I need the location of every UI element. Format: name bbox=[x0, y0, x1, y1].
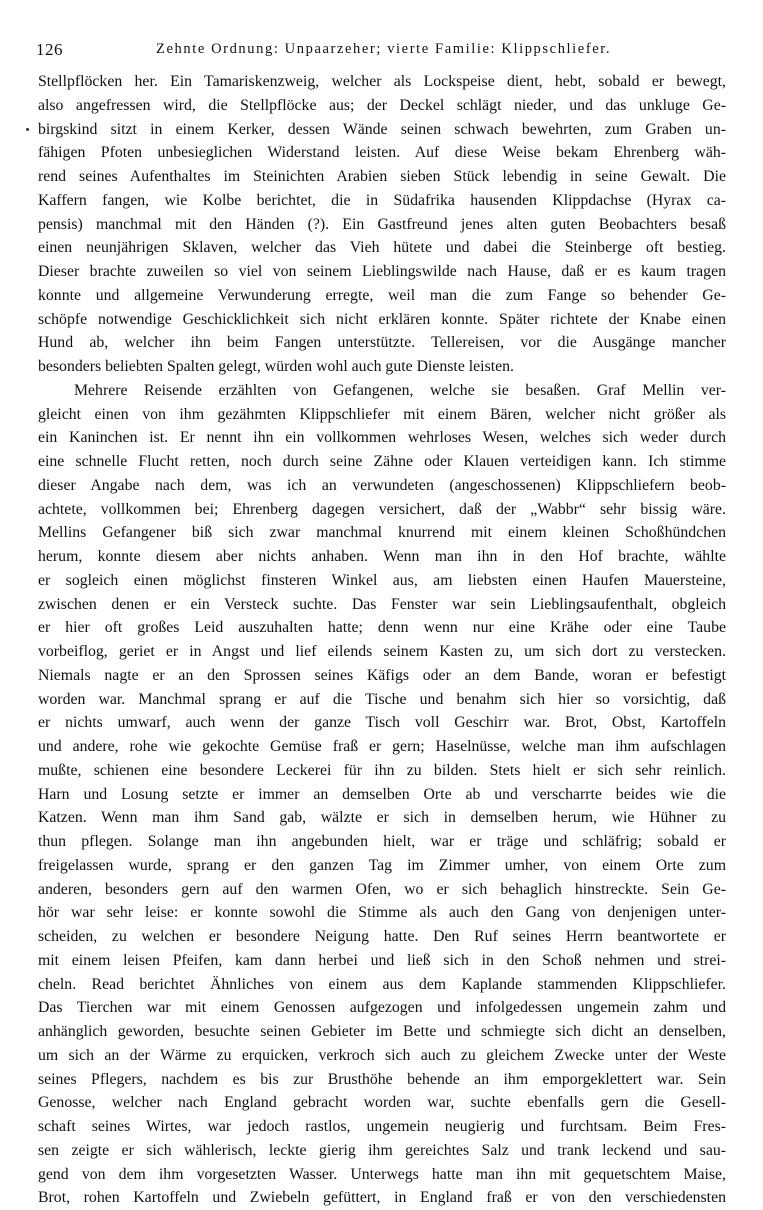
text-line: und andere, rohe wie gekochte Gemüse fraß er gern; Haselnüsse, welche man ihm aufschlagen bbox=[38, 738, 726, 755]
text-line: konnte und allgemeine Verwunderung erregte, weil man die zum Fange so behender Ge- bbox=[38, 286, 726, 304]
text-line: Hund ab, welcher ihn beim Fangen unterstützte. Tellereisen, vor die Ausgänge mancher bbox=[38, 334, 726, 352]
text-line: gleicht einen von ihm gezähmten Klippschliefer mit einem Bären, welcher nicht größer als bbox=[38, 405, 726, 423]
text-line: Harn und Losung setzte er immer an demselben Orte ab und verscharrte beides wie die bbox=[38, 785, 726, 803]
text-line: birgskind sitzt in einem Kerker, dessen Wände seinen schwach bewehrten, zum Graben un- bbox=[38, 120, 726, 138]
text-line: Dieser brachte zuweilen so viel von seinem Lieblingswilde nach Hause, daß er es kaum tragen bbox=[38, 263, 726, 280]
text-line: schöpfe notwendige Geschicklichkeit sich nicht erklären konnte. Später richtete der Knabe einen bbox=[38, 310, 726, 328]
running-head bbox=[36, 36, 736, 62]
text-line: er nichts umwarf, auch wenn der ganze Tisch voll Geschirr war. Brot, Obst, Kartoffeln bbox=[38, 714, 726, 732]
text-line: Kaffern fangen, wie Kolbe berichtet, die in Südafrika hausenden Klippdachse (Hyrax ca- bbox=[38, 191, 726, 209]
text-line: Brot, rohen Kartoffeln und Zwiebeln gefüttert, in England fraß er von den verschiedensten bbox=[38, 1189, 726, 1207]
text-line: sen zeigte er sich wählerisch, leckte gierig ihm gereichtes Salz und trank leckend und sau- bbox=[38, 1141, 726, 1159]
text-line: scheiden, zu welchen er besondere Neigung hatte. Den Ruf seines Herrn beantwortete er bbox=[38, 928, 726, 945]
text-line: hör war sehr leise: er konnte sowohl die Stimme als auch den Gang von denjenigen unter- bbox=[38, 904, 726, 922]
text-line: ein Kaninchen ist. Er nennt ihn ein vollkommen wehrloses Wesen, welches sich weder durch bbox=[38, 429, 726, 447]
text-line: rend seines Aufenthaltes im Steinichten Arabien sieben Stück lebendig in seine Gewalt. Die bbox=[38, 168, 726, 185]
text-line: freigelassen wurde, sprang er den ganzen Tag im Zimmer umher, von einem Orte zum bbox=[38, 856, 726, 874]
page-number: 126 bbox=[36, 40, 63, 59]
running-title: Zehnte Ordnung: Unpaarzeher; vierte Familie: Klippschliefer. bbox=[156, 41, 612, 57]
text-line: fähigen Pfoten unbesieglichen Widerstand leisten. Auf diese Weise bekam Ehrenberg wäh- bbox=[38, 144, 726, 162]
text-line: er hier oft großes Leid auszuhalten hatte; denn wenn nur eine Krähe oder eine Taube bbox=[38, 619, 726, 637]
text-line: um sich an der Wärme zu erquicken, verkroch sich auch zu gleichem Zwecke unter der Weste bbox=[38, 1046, 726, 1064]
text-line: Mellins Gefangener biß sich zwar manchmal knurrend mit einem kleinen Schoßhündchen bbox=[38, 524, 726, 542]
text-line: worden war. Manchmal sprang er auf die Tische und benahm sich hier so vorsichtig, daß bbox=[38, 690, 726, 708]
text-line: Katzen. Wenn man ihm Sand gab, wälzte er sich in demselben herum, wie Hühner zu bbox=[38, 809, 726, 827]
text-line: achtete, vollkommen bei; Ehrenberg dagegen versichert, daß der „Wabbr“ sehr bissig wäre. bbox=[38, 500, 726, 518]
text-line: einen neunjährigen Sklaven, welcher das Vieh hütete und dabei die Steinberge oft bestieg. bbox=[38, 239, 726, 257]
paragraph-end-line: besonders beliebten Spalten gelegt, würden wohl auch gute Dienste leisten. bbox=[38, 358, 514, 375]
paragraph-start-line: Mehrere Reisende erzählten von Gefangenen, welche sie besaßen. Graf Mellin ver- bbox=[74, 381, 726, 399]
text-line: zwischen denen er ein Versteck suchte. Das Fenster war sein Lieblingsaufenthalt, obgleich bbox=[38, 595, 726, 613]
text-line: dieser Angabe nach dem, was ich an verwundeten (angeschossenen) Klippschliefern beob- bbox=[38, 476, 726, 494]
text-line: also angefressen wird, die Stellpflöcke aus; der Deckel schlägt nieder, und das unkluge Ge- bbox=[38, 96, 726, 114]
text-line: Das Tierchen war mit einem Genossen aufgezogen und infolgedessen ungemein zahm und bbox=[38, 999, 726, 1017]
text-line: anhänglich geworden, besuchte seinen Gebieter im Bette und schmiegte sich dicht an denselben, bbox=[38, 1023, 726, 1040]
text-line: eine schnelle Flucht retten, noch durch seine Zähne oder Klauen verteidigen kann. Ich stimme bbox=[38, 453, 726, 470]
text-line: pensis) manchmal mit den Händen (?). Ein Gastfreund jenes alten guten Beobachters besaß bbox=[38, 215, 726, 233]
margin-dot bbox=[26, 128, 29, 131]
text-line: mußte, schienen eine besondere Leckerei für ihn zu bilden. Stets hielt er sich sehr reinlich. bbox=[38, 761, 726, 779]
text-line: vorbeiflog, geriet er in Angst und lief eilends seinem Kasten zu, um sich dort zu verstecken. bbox=[38, 643, 726, 660]
text-line: schaft seines Wirtes, war jedoch rastlos, ungemein neugierig und furchtsam. Beim Fres- bbox=[38, 1118, 726, 1135]
text-line: thun pflegen. Solange man ihn angebunden hielt, war er träge und schläfrig; sobald er bbox=[38, 833, 726, 850]
text-line: er sogleich einen möglichst finsteren Winkel aus, am liebsten einen Haufen Mauersteine, bbox=[38, 571, 726, 589]
text-line: Genosse, welcher nach England gebracht worden war, suchte ebenfalls gern die Gesell- bbox=[38, 1094, 726, 1112]
text-line: Niemals nagte er an den Sprossen seines Käfigs oder an dem Bande, woran er befestigt bbox=[38, 666, 726, 684]
text-line: mit einem leisen Pfeifen, kam dann herbei und ließ sich in den Schoß nehmen und strei- bbox=[38, 951, 726, 969]
text-line: seines Pflegers, nachdem es bis zur Brusthöhe behende an ihm emporgeklettert war. Sein bbox=[38, 1070, 726, 1088]
text-line: gend von dem ihm vorgesetzten Wasser. Unterwegs hatte man ihn mit gequetschtem Maise, bbox=[38, 1165, 726, 1183]
text-line: herum, konnte diesem aber nichts anhaben. Wenn man ihn in den Hof brachte, wählte bbox=[38, 548, 726, 565]
text-line: Stellpflöcken her. Ein Tamariskenzweig, welcher als Lockspeise dient, hebt, sobald er bewegt, bbox=[38, 73, 726, 90]
text-line: cheln. Read berichtet Ähnliches von einem aus dem Kaplande stammenden Klippschliefer. bbox=[38, 975, 726, 993]
body-text bbox=[38, 70, 726, 1210]
text-line: anderen, besonders gern auf den warmen Ofen, wo er sich behaglich hinstreckte. Sein Ge- bbox=[38, 880, 726, 898]
